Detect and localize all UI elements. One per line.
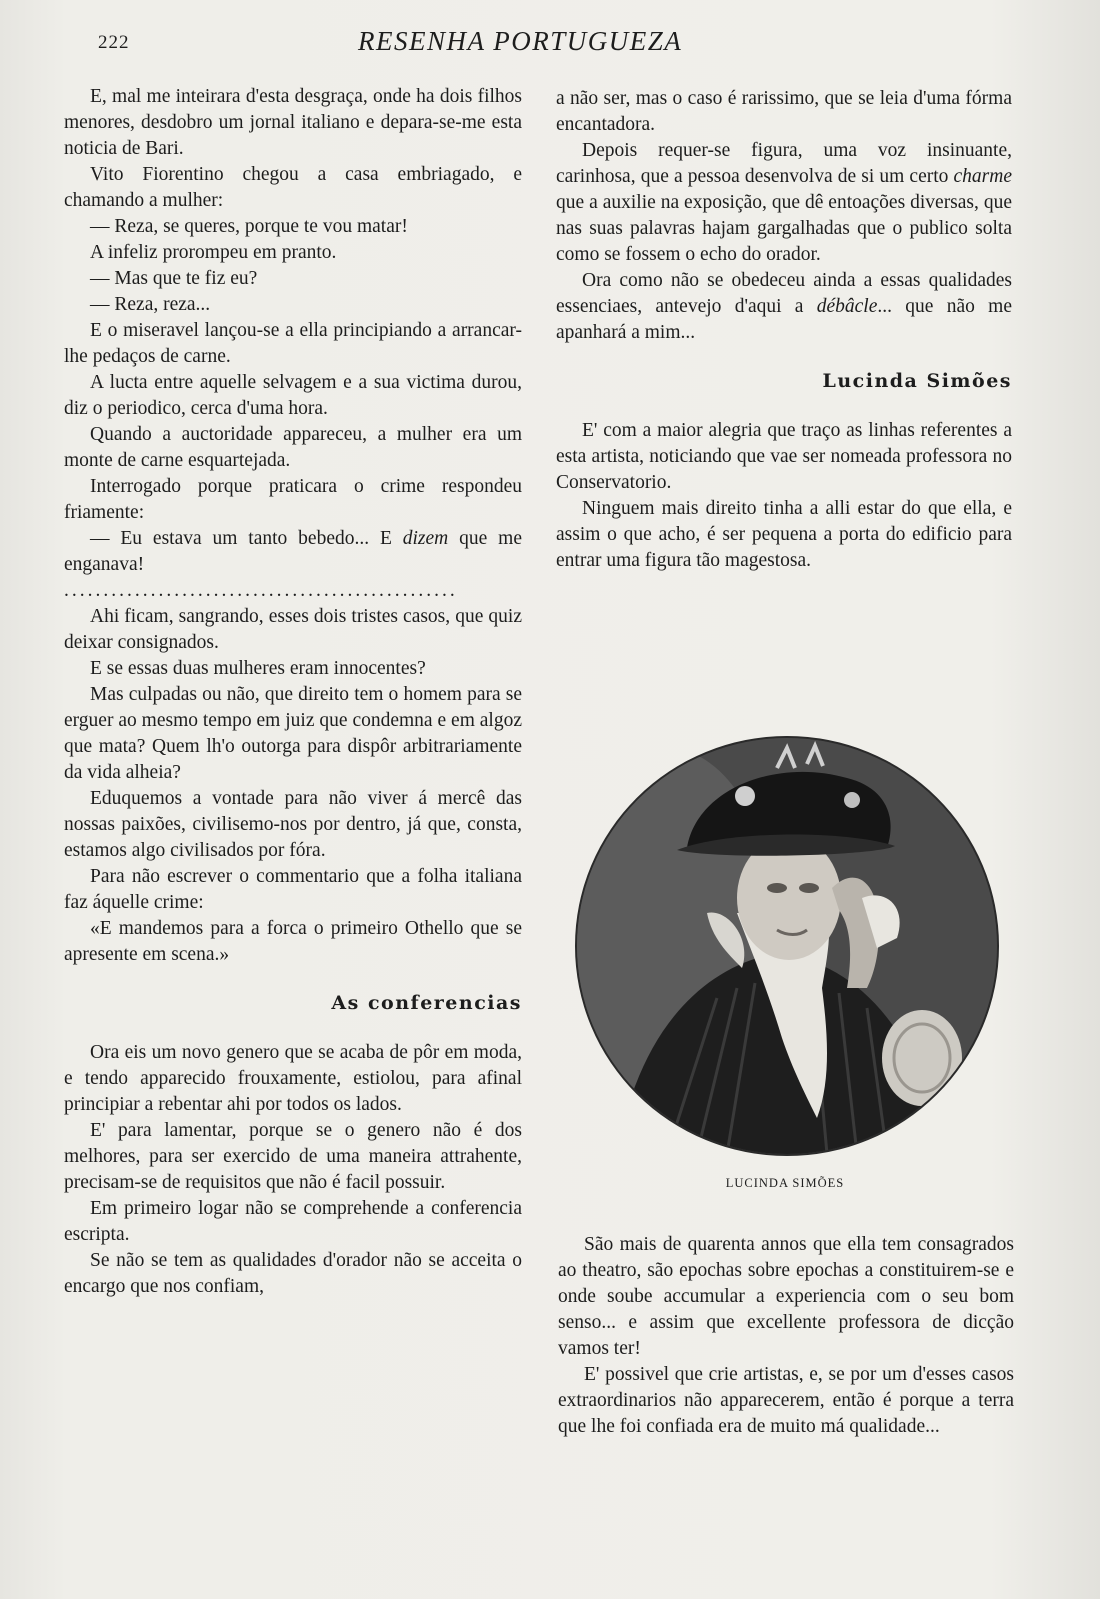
paragraph: A lucta entre aquelle selvagem e a sua victima durou, diz o periodico, cerca d'uma hora. — [64, 372, 522, 419]
italic-text: dizem — [402, 528, 449, 549]
paragraph: E se essas duas mulheres eram innocentes? — [90, 658, 426, 679]
paragraph: Se não se tem as qualidades d'orador não se acceita o encargo que nos confiam, — [64, 1250, 522, 1297]
paragraph: Ninguem mais direito tinha a alli estar do que ella, e assim o que acho, é ser pequena a porta do edificio para entrar uma figura tão magestosa. — [556, 498, 1012, 571]
text-run: que a auxilie na exposição, que dê entoações diversas, que nas suas palavras hajam gargalhadas que o publico solta como se fossem o echo do orador. — [556, 192, 1012, 265]
text-run: Ora como não se obedeceu ainda a essas qualidades essenciaes, antevejo d'aqui a — [556, 270, 1012, 317]
paragraph: Interrogado porque praticara o crime respondeu friamente: — [64, 476, 522, 523]
portrait-illustration — [577, 738, 997, 1154]
paragraph — [556, 268, 1012, 346]
italic-text: débâcle — [816, 296, 878, 317]
paragraph: Para não escrever o commentario que a folha italiana faz áquelle crime: — [64, 866, 522, 913]
paragraph: Ora eis um novo genero que se acaba de pôr em moda, e tendo apparecido frouxamente, estiolou, para afinal principiar a rebentar ahi por todos os lados. — [64, 1042, 522, 1115]
paragraph: E, mal me inteirara d'esta desgraça, onde ha dois filhos menores, desdobro um jornal italiano e depara-se-me esta noticia de Bari. — [64, 86, 522, 159]
section-heading: As conferencias — [331, 992, 522, 1014]
text-run: ... que não me apanhará a mim... — [556, 296, 1012, 343]
paragraph: — Reza, se queres, porque te vou matar! — [90, 216, 408, 237]
paragraph — [64, 526, 522, 578]
paragraph: a não ser, mas o caso é rarissimo, que se leia d'uma fórma encantadora. — [556, 88, 1012, 135]
page-number: 222 — [98, 32, 130, 53]
section-heading: Lucinda Simões — [822, 370, 1012, 392]
right-column — [556, 86, 1012, 574]
paragraph: «E mandemos para a forca o primeiro Othello que se apresente em scena.» — [64, 918, 522, 965]
portrait-photo — [575, 736, 999, 1156]
paragraph: A infeliz prorompeu em pranto. — [90, 242, 337, 263]
paragraph: Eduquemos a vontade para não viver á mercê das nossas paixões, civilisemo-nos por dentro, já que, consta, estamos algo civilisados por fóra. — [64, 788, 522, 861]
paragraph: Quando a auctoridade appareceu, a mulher era um monte de carne esquartejada. — [64, 424, 522, 471]
page-header — [98, 26, 998, 66]
paragraph: Vito Fiorentino chegou a casa embriagado, e chamando a mulher: — [64, 164, 522, 211]
portrait-caption: LUCINDA SIMÕES — [725, 1176, 845, 1190]
italic-text: charme — [953, 166, 1012, 187]
text-run: que me enganava! — [64, 528, 522, 575]
paragraph: E' possivel que crie artistas, e, se por um d'esses casos extraordinarios não apparecerem, então é porque a terra que lhe foi confiada era de muito má qualidade... — [558, 1364, 1014, 1437]
paragraph: — Mas que te fiz eu? — [90, 268, 258, 289]
left-column — [64, 84, 522, 1300]
dotted-separator: .................................................. — [64, 580, 458, 601]
paragraph: E' com a maior alegria que traço as linhas referentes a esta artista, noticiando que vae ser nomeada professora no Conservatorio. — [556, 420, 1012, 493]
paragraph: São mais de quarenta annos que ella tem consagrados ao theatro, são epochas sobre epochas a constituirem-se e onde soube accumular a experiencia com o seu bom senso... e assim que excellente professora de dicção vamos ter! — [558, 1234, 1014, 1359]
paragraph: Mas culpadas ou não, que direito tem o homem para se erguer ao mesmo tempo em juiz que condemna e em algoz que mata? Quem lh'o outorga para dispôr arbitrariamente da vida alheia? — [64, 684, 522, 783]
right-column-continued — [558, 1232, 1014, 1440]
paragraph: E o miseravel lançou-se a ella principiando a arrancar-lhe pedaços de carne. — [64, 320, 522, 367]
paragraph — [556, 138, 1012, 268]
paragraph: Em primeiro logar não se comprehende a conferencia escripta. — [64, 1198, 522, 1245]
paragraph: E' para lamentar, porque se o genero não é dos melhores, para ser exercido de uma maneira attrahente, precisam-se de requisitos que não é facil possuir. — [64, 1120, 522, 1193]
text-run: — Eu estava um tanto bebedo... E — [90, 528, 403, 549]
paragraph: — Reza, reza... — [90, 294, 211, 315]
paragraph: Ahi ficam, sangrando, esses dois tristes casos, que quiz deixar consignados. — [64, 606, 522, 653]
text-run: Depois requer-se figura, uma voz insinuante, carinhosa, que a pessoa desenvolva de si um certo — [556, 140, 1012, 187]
running-title: RESENHA PORTUGUEZA — [358, 26, 683, 56]
